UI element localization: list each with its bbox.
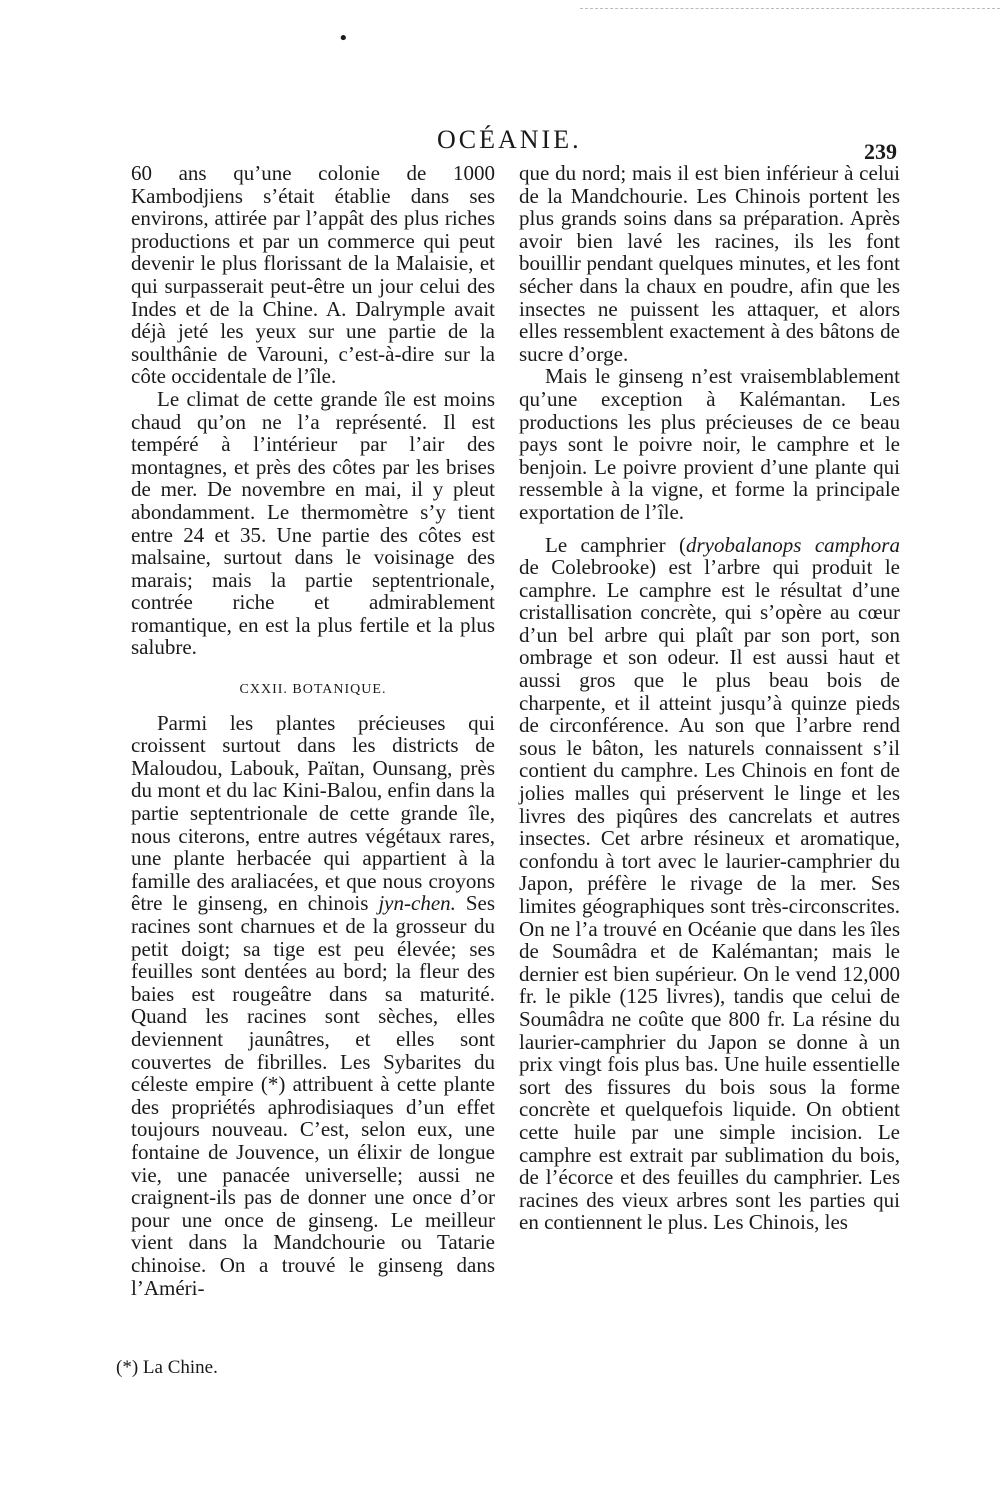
text-span: Ses racines sont charnues et de la grosseur du petit doigt; sa tige est peu élevée; ses feuilles sont dentées au bord; la fleur des baies est rougeâtre dans sa maturité. Quand les racines sont sèches, elles deviennent jaunâtres, et elles sont couvertes de fibrilles. Les Sybarites du céleste empire (*) attribuent à cette plante des propriétés aphrodisiaques d’un effet toujours nouveau. C’est, selon eux, une fontaine de Jouvence, un élixir de longue vie, une panacée universelle; aussi ne craignent-ils pas de donner une once d’or pour une once de ginseng. Le meilleur vient dans la Mandchourie ou Tatarie chinoise. On a trouvé le ginseng dans l’Améri-: [131, 891, 495, 1300]
italic-term: dryobalanops camphora: [685, 532, 900, 557]
paragraph: 60 ans qu’une colonie de 1000 Kambodjiens s’était établie dans ses environs, attirée par l’appât des plus riches productions et par un commerce qui peut devenir le plus florissant de la Malaisie, et qui surpasserait peut-être un jour celui des Indes et de la Chine. A. Dalrymple avait déjà jeté les yeux sur une partie de la soulthânie de Varouni, c’est-à-dire sur la côte occidentale de l’île.: [131, 161, 495, 389]
italic-term: jyn-chen.: [378, 891, 456, 916]
text-span: de Colebrooke) est l’arbre qui produit le camphre. Le camphre est le résultat d’une cristallisation concrète, qui s’opère au cœur d’un bel arbre qui plaît par son port, son ombrage et son odeur. Il est aussi haut et aussi gros que le plus beau bois de charpente, et il atteint jusqu’à quinze pieds de circonférence. Au son que l’arbre rend sous le bâton, les naturels connaissent s’il contient du camphre. Les Chinois en font de jolies malles qui préservent le linge et les livres des piqûres des cancrelats et autres insectes. Cet arbre résineux et aromatique, confondu à tort avec le laurier-camphrier du Japon, préfère le rivage de la mer. Ses limites géographiques sont très-circonscrites. On ne l’a trouvé en Océanie que dans les îles de Soumâdra et de Kalémantan; mais le dernier est bien supérieur. On le vend 12,000 fr. le pikle (125 livres), tandis que celui de Soumâdra ne coûte que 800 fr. La résine du laurier-camphrier du Japon se donne à un prix vingt fois plus bas. Une huile essentielle sort des fissures du bois sous la forme concrète et quelquefois liquide. On obtient cette huile par une simple incision. Le camphre est extrait par sublimation du bois, de l’écorce et des feuilles du camphrier. Les racines des vieux arbres sont les parties qui en contiennent le plus. Les Chinois, les: [519, 555, 900, 1235]
left-column: [131, 162, 495, 1299]
running-title: OCÉANIE.: [437, 125, 582, 154]
page-header: [0, 125, 1000, 164]
footnote: (*) La Chine.: [116, 1357, 218, 1378]
paragraph: Le climat de cette grande île est moins chaud qu’on ne l’a représenté. Il est tempéré à l’intérieur par l’air des montagnes, et près des côtes par les brises de mer. De novembre en mai, il y pleut abondamment. Le thermomètre s’y tient entre 24 et 35. Une partie des côtes est malsaine, surtout dans le voisinage des marais; mais la partie septentrionale, contrée riche et admirablement romantique, en est la plus fertile et la plus salubre.: [131, 386, 495, 660]
page-number: 239: [864, 139, 897, 164]
section-heading: CXXII. BOTANIQUE.: [239, 682, 387, 698]
paragraph: que du nord; mais il est bien inférieur à celui de la Mandchourie. Les Chinois portent les plus grands soins dans sa préparation. Après avoir bien lavé les racines, ils les font bouillir pendant quelques minutes, et les font sécher dans la chaux en poudre, afin que les insectes ne puissent les attaquer, et alors elles ressemblent exactement à des bâtons de sucre d’orge.: [519, 161, 900, 366]
paragraph: [519, 534, 900, 1234]
text-span: Le camphrier (: [545, 532, 686, 557]
paragraph: [131, 712, 495, 1299]
right-column: [519, 162, 900, 1234]
paragraph: Mais le ginseng n’est vraisemblablement qu’une exception à Kalémantan. Les productions les plus précieuses de ce beau pays sont le poivre noir, le camphre et le benjoin. Le poivre provient d’une plante qui ressemble à la vigne, et forme la principale exportation de l’île.: [519, 364, 900, 524]
print-mark: •: [338, 28, 349, 49]
text-span: Parmi les plantes précieuses qui croissent surtout dans les districts de Maloudou, Labouk, Païtan, Ounsang, près du mont et du lac Kini-Balou, enfin dans la partie septentrionale de cette grande île, nous citerons, entre autres végétaux rares, une plante herbacée qui appartient à la famille des araliacées, et que nous croyons être le ginseng, en chinois: [131, 710, 495, 916]
top-edge-rule: [580, 8, 1000, 9]
